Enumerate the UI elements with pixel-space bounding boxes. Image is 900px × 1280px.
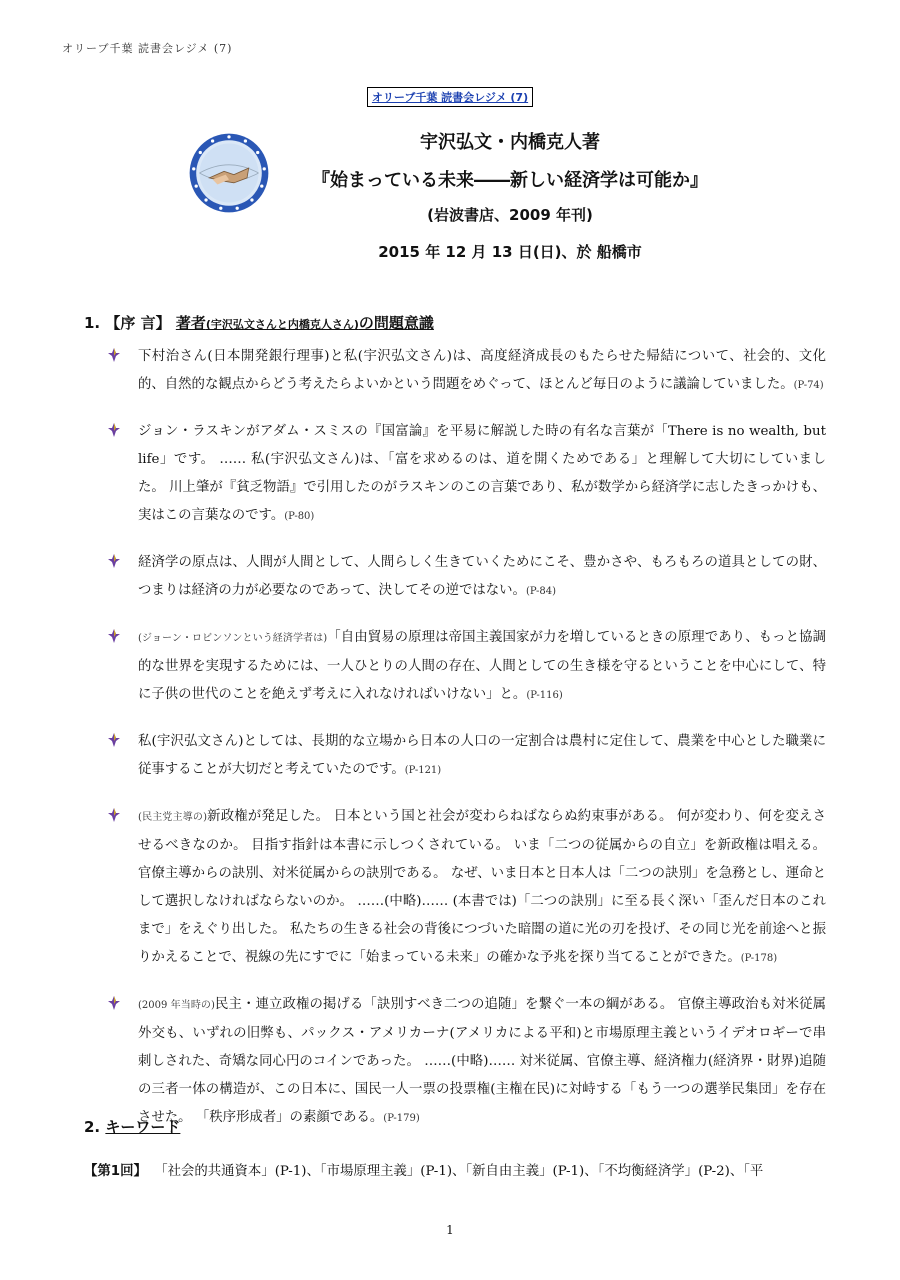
publisher-info: (岩波書店、2009 年刊) bbox=[427, 206, 593, 224]
page-reference: (P-121) bbox=[404, 765, 442, 776]
running-header: オリーブ千葉 読書会レジメ (7) bbox=[62, 42, 233, 55]
list-item bbox=[106, 991, 826, 1133]
page-reference: (P-178) bbox=[740, 953, 778, 964]
page-reference: (P-74) bbox=[793, 380, 824, 391]
section-2-heading bbox=[84, 1116, 180, 1137]
title-block bbox=[300, 128, 720, 262]
section-2-title: キーワード bbox=[105, 1118, 181, 1136]
pushpin-bullet-icon bbox=[106, 732, 122, 748]
section-1-heading bbox=[84, 312, 434, 333]
section-1-prefix: 1. 【序 言】 bbox=[84, 314, 171, 332]
document-badge: オリーブ千葉 読書会レジメ (7) bbox=[367, 87, 533, 107]
page-reference: (P-116) bbox=[526, 690, 563, 701]
pushpin-bullet-icon bbox=[106, 995, 122, 1011]
bullet-text bbox=[138, 418, 826, 531]
handshake-globe-logo bbox=[188, 132, 270, 214]
list-item bbox=[106, 803, 826, 973]
bullet-body: 経済学の原点は、人間が人間として、人間らしく生きていくためにこそ、豊かさや、もろもろの道具としての財、つまりは経済の力が必要なのであって、決してその逆ではない。 bbox=[138, 555, 826, 598]
pushpin-bullet-icon bbox=[106, 422, 122, 438]
bullet-text bbox=[138, 343, 826, 400]
bullet-text bbox=[138, 803, 826, 973]
pushpin-bullet-icon bbox=[106, 628, 122, 644]
section-1-small: (宇沢弘文さんと内橋克人さん) bbox=[205, 318, 359, 331]
list-item bbox=[106, 418, 826, 531]
keywords-text: 「社会的共通資本」(P-1)、「市場原理主義」(P-1)、「新自由主義」(P-1)、「不均衡経済学」(P-2)、「平 bbox=[160, 1164, 764, 1179]
pushpin-bullet-icon bbox=[106, 807, 122, 823]
bullet-text bbox=[138, 991, 826, 1133]
page-number: 1 bbox=[446, 1223, 454, 1237]
section-1-main: 著者 bbox=[175, 314, 206, 332]
list-item bbox=[106, 549, 826, 606]
list-item bbox=[106, 728, 826, 785]
list-item bbox=[106, 343, 826, 400]
pushpin-bullet-icon bbox=[106, 553, 122, 569]
meeting-date: 2015 年 12 月 13 日(日)、於 船橋市 bbox=[378, 243, 642, 261]
bullet-prefix-note: (2009 年当時の) bbox=[138, 1000, 215, 1011]
bullet-text bbox=[138, 549, 826, 606]
bullet-body: 下村治さん(日本開発銀行理事)と私(宇沢弘文さん)は、高度経済成長のもたらせた帰結について、社会的、文化的、自然的な観点からどう考えたらよいかという問題をめぐって、ほとんど毎日のように議論していました。 bbox=[138, 349, 826, 392]
book-title: 『始まっている未来――新しい経済学は可能か』 bbox=[312, 170, 708, 191]
section-1-suffix: の問題意識 bbox=[358, 314, 434, 332]
bullet-body: 私(宇沢弘文さん)としては、長期的な立場から日本の人口の一定割合は農村に定住して、農業を中心とした職業に従事することが大切だと考えていたのです。 bbox=[138, 734, 826, 777]
list-item bbox=[106, 624, 826, 710]
page-reference: (P-179) bbox=[383, 1113, 420, 1124]
pushpin-bullet-icon bbox=[106, 347, 122, 363]
page-reference: (P-80) bbox=[284, 511, 315, 522]
bullet-text bbox=[138, 728, 826, 785]
keywords-label: 【第1回】 bbox=[84, 1164, 147, 1179]
bullet-body: 民主・連立政権の掲げる「訣別すべき二つの追随」を繋ぐ一本の綱がある。 官僚主導政治も対米従属外交も、いずれの旧弊も、パックス・アメリカーナ(アメリカによる平和)と市場原理主義というイデオロギーで串刺しされた、奇矯な同心円のコインであった。 ……(中略)…… 対米従属、官僚主導、経済権力(経済界・財界)追随の三者一体の構造が、この日本に、国民一人一票の投票権(主権在民)に対峙する「もう一つの選挙民集団」を存在させた。 「秩序形成者」の素顔である。 bbox=[138, 997, 826, 1125]
page-reference: (P-84) bbox=[525, 586, 557, 597]
bullet-text bbox=[138, 624, 826, 710]
book-authors: 宇沢弘文・内橋克人著 bbox=[420, 132, 600, 153]
section-1-title bbox=[176, 314, 434, 332]
keywords-line bbox=[84, 1160, 824, 1179]
bullet-prefix-note: (ジョーン・ロビンソンという経済学者は) bbox=[138, 633, 328, 644]
badge-container bbox=[0, 86, 900, 107]
bullet-prefix-note: (民主党主導の) bbox=[138, 812, 207, 823]
bullet-body: 「自由貿易の原理は帝国主義国家が力を増しているときの原理であり、もっと協調的な世界を実現するためには、一人ひとりの人間の存在、人間としての生き様を守るということを中心にして、特に子供の世代のことを絶えず考えに入れなければいけない」と。 bbox=[138, 630, 827, 702]
bullet-list bbox=[106, 343, 826, 1151]
bullet-body: ジョン・ラスキンがアダム・スミスの『国富論』を平易に解説した時の有名な言葉が「There is no wealth, but life」です。 …… 私(宇沢弘文さん)は、「富を求めるのは、道を開くためである」と理解して大切にしていました。 川上肇が『貧乏物語』で引用したのがラスキンのこの言葉であり、私が数学から経済学に志したきっかけも、実はこの言葉なのです。 bbox=[138, 424, 826, 523]
bullet-body: 新政権が発足した。 日本という国と社会が変わらねばならぬ約束事がある。 何が変わり、何を変えさせるべきなのか。 目指す指針は本書に示しつくされている。 いま「二つの従属からの自立」を新政権は唱える。 官僚主導からの訣別、対米従属からの訣別である。 なぜ、いま日本と日本人は「二つの訣別」を急務とし、運命として選択しなければならないのか。 ……(中略)…… (本書では)「二つの訣別」に至る長く深い「歪んだ日本のこれまで」をえぐり出した。 私たちの生きる社会の背後につづいた暗闇の道に光の刃を投げ、その同じ光を前途へと振りかえることで、視線の先にすでに「始まっている未来」の確かな予兆を探り当てることができた。 bbox=[138, 809, 826, 965]
section-2-number: 2. bbox=[84, 1118, 101, 1136]
